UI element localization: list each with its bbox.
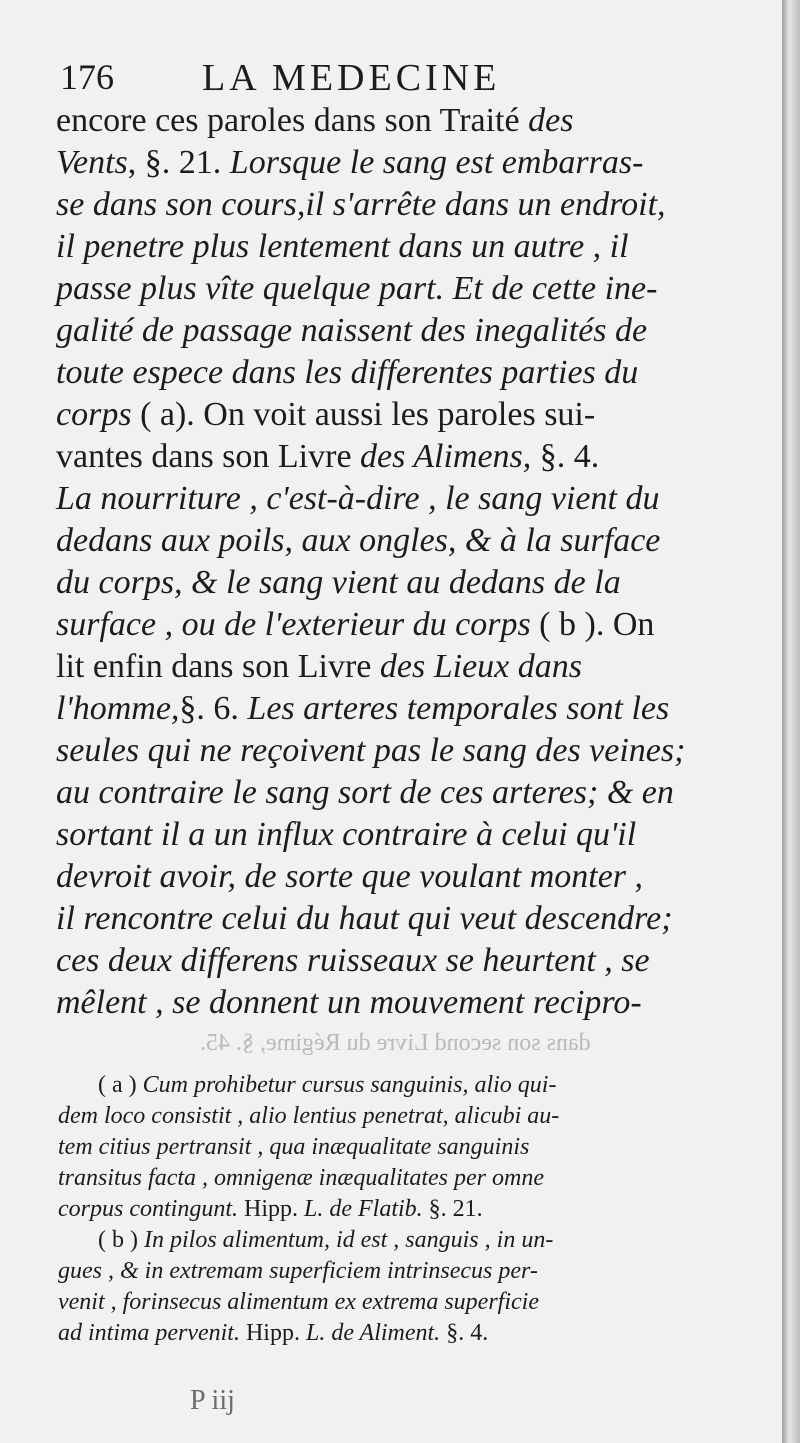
text-run: §. 21. <box>422 1196 483 1222</box>
text-line: se dans son cours,il s'arrête dans un endroit, <box>56 186 666 223</box>
signature-mark: P iij <box>190 1385 235 1416</box>
footnote-line: dem loco consistit , alio lentius penetrat, alicubi au- <box>58 1103 560 1129</box>
text-line: devroit avoir, de sorte que voulant monter , <box>56 858 644 895</box>
running-head <box>60 56 680 104</box>
text-run: Lorsque le sang est embarras- <box>229 144 644 181</box>
text-line: il rencontre celui du haut qui veut descendre; <box>56 900 673 937</box>
binding-gutter <box>782 0 800 1443</box>
text-line: seules qui ne reçoivent pas le sang des veines; <box>56 732 686 769</box>
text-line: La nourriture , c'est-à-dire , le sang vient du <box>56 480 660 517</box>
footnotes <box>58 1070 703 1349</box>
text-run: ( b ). On <box>530 606 655 643</box>
text-run: corps <box>56 396 132 433</box>
text-run: Hipp. <box>239 1320 306 1346</box>
text-run: surface , ou de l'exterieur du corps <box>56 606 531 643</box>
text-line <box>56 100 706 142</box>
text-run: des Alimens, <box>360 438 532 475</box>
text-run: Vents <box>56 144 128 181</box>
text-line: du corps, & le sang vient au dedans de la <box>56 564 621 601</box>
footnote-line: transitus facta , omnigenæ inæqualitates per omne <box>58 1165 544 1191</box>
text-run: , §. 21. <box>127 144 230 181</box>
footnote-marker: ( a ) <box>98 1072 143 1098</box>
text-line <box>56 268 706 310</box>
text-line: galité de passage naissent des inegalités de <box>56 312 648 349</box>
footnote-line: venit , forinsecus alimentum ex extrema superficie <box>58 1289 539 1315</box>
footnote-line: gues , & in extremam superficiem intrinsecus per- <box>58 1258 538 1284</box>
text-run: Hipp. <box>238 1196 304 1222</box>
text-run: L. de Flatib. <box>304 1196 423 1222</box>
text-run: des <box>528 102 574 139</box>
text-run: §. 6. <box>179 690 248 727</box>
text-run: §. 4. <box>440 1320 489 1346</box>
text-run: l'homme, <box>56 690 180 727</box>
text-run: Et de cette ine- <box>444 270 658 307</box>
text-run: ad intima pervenit. <box>58 1320 240 1346</box>
text-line <box>56 604 706 646</box>
text-line <box>56 436 706 478</box>
text-line <box>56 646 706 688</box>
text-run: lit enfin dans son Livre <box>56 648 380 685</box>
footnote-marker: ( b ) <box>98 1227 144 1253</box>
footnote-line <box>58 1318 703 1349</box>
text-run: Les arteres temporales sont les <box>247 690 670 727</box>
text-run: L. de Aliment. <box>305 1320 441 1346</box>
text-line: mêlent , se donnent un mouvement recipro- <box>56 984 642 1021</box>
text-line: toute espece dans les differentes parties du <box>56 354 639 391</box>
running-title: LA MEDECINE <box>202 57 501 99</box>
text-run: vantes dans son Livre <box>56 438 361 475</box>
footnote-line <box>58 1225 703 1256</box>
text-run: passe plus vîte quelque part. <box>56 270 445 307</box>
text-line: il penetre plus lentement dans un autre , il <box>56 228 629 265</box>
text-run: encore ces paroles dans son Traité <box>56 102 529 139</box>
text-run: corpus contingunt. <box>58 1196 238 1222</box>
text-line: au contraire le sang sort de ces arteres; & en <box>56 774 674 811</box>
text-line <box>56 394 706 436</box>
page-number: 176 <box>60 57 114 97</box>
footnote-line <box>58 1070 703 1101</box>
text-run: des Lieux dans <box>379 648 582 685</box>
text-line: sortant il a un influx contraire à celui qu'il <box>56 816 637 853</box>
footnote-line <box>58 1194 703 1225</box>
text-line: dedans aux poils, aux ongles, & à la surface <box>56 522 661 559</box>
text-run: §. 4. <box>531 438 600 475</box>
text-run: In pilos alimentum, id est , sanguis , in un- <box>143 1227 554 1253</box>
text-line <box>56 688 706 730</box>
footnote-line: tem citius pertransit , qua inæqualitate sanguinis <box>58 1134 530 1160</box>
text-line: ces deux differens ruisseaux se heurtent , se <box>56 942 650 979</box>
bleed-through-text: dans son second Livre du Régime, §. 45. <box>200 1030 591 1056</box>
main-text <box>56 100 706 1024</box>
text-line <box>56 142 706 184</box>
text-run: Cum prohibetur cursus sanguinis, alio qui- <box>142 1072 557 1098</box>
text-run: ( a). On voit aussi les paroles sui- <box>131 396 596 433</box>
